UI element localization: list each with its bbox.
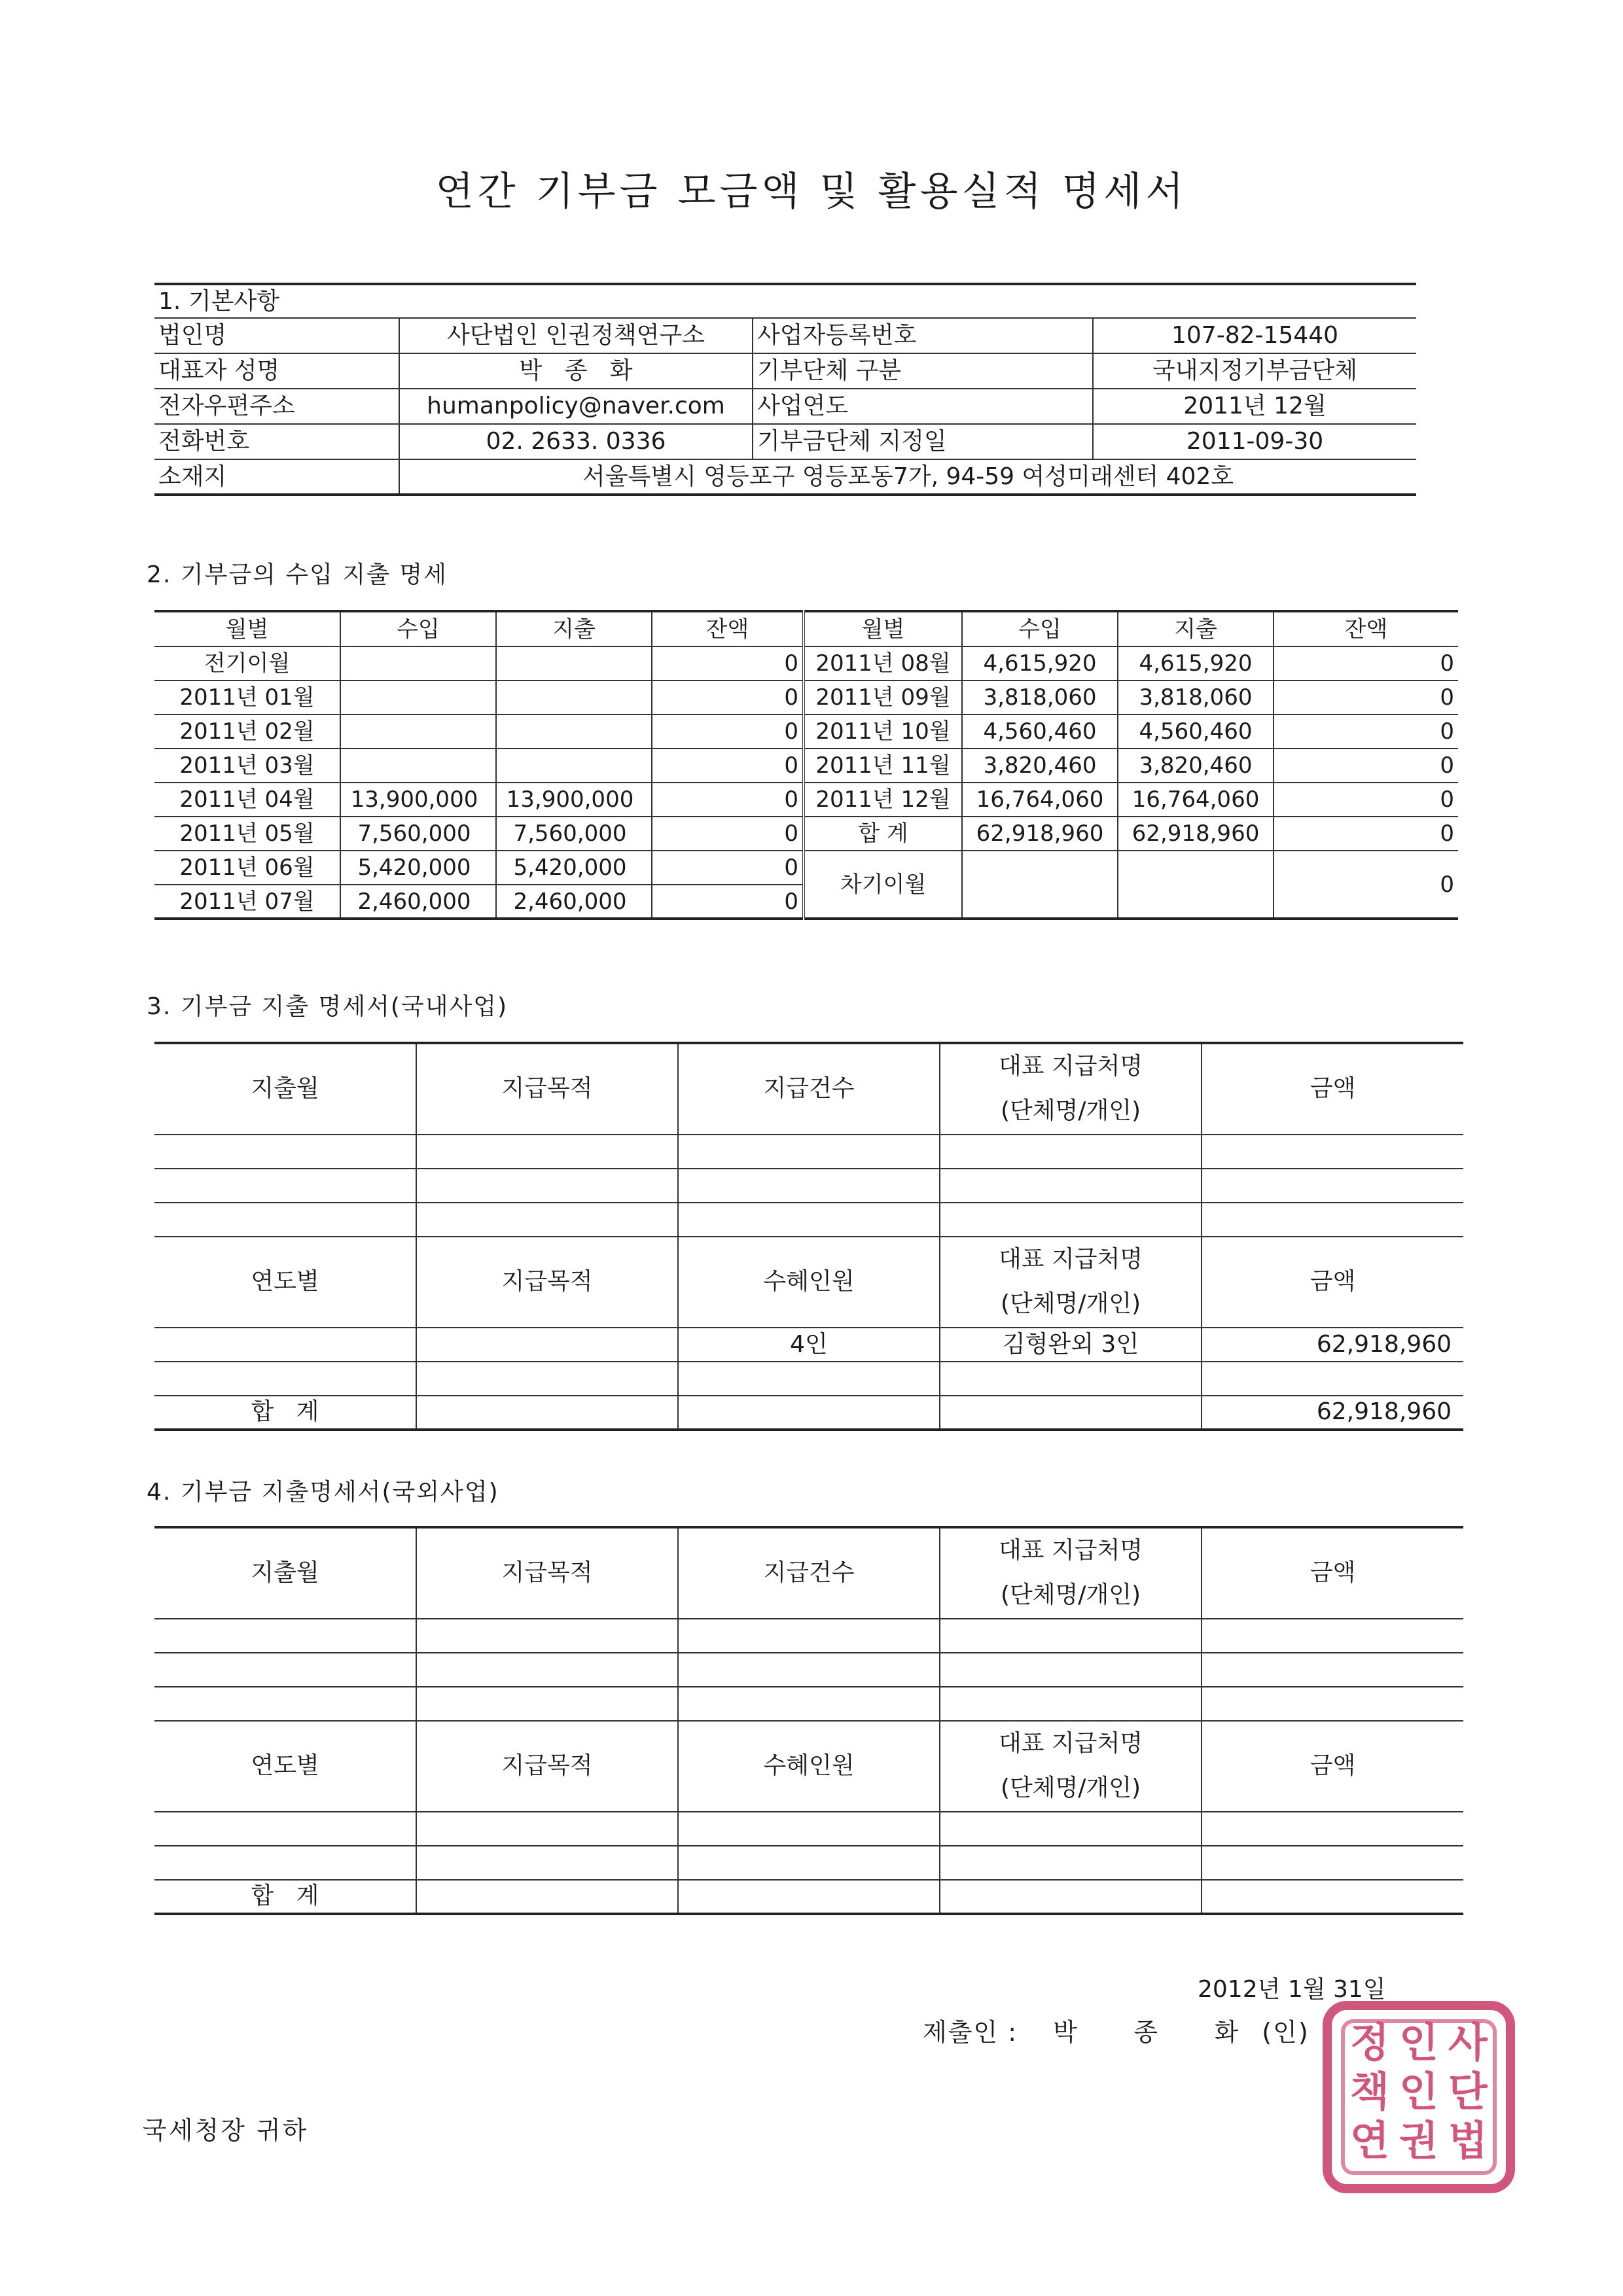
month-cell: 전기이월 xyxy=(154,646,340,680)
label-org-type: 기부단체 구분 xyxy=(753,353,1093,389)
income-cell: 16,764,060 xyxy=(962,783,1118,817)
balance-cell: 0 xyxy=(1274,817,1458,851)
stamp-char: 법 xyxy=(1448,2117,1488,2164)
income-expense-table xyxy=(154,610,1458,920)
h2-payee-line1: 대표 지급처명 xyxy=(998,1245,1143,1273)
h1-payee-line2: (단체명/개인) xyxy=(1000,1581,1141,1609)
table-row xyxy=(154,680,1458,715)
month-cell: 2011년 07월 xyxy=(154,885,340,919)
recipients-value: 4인 xyxy=(678,1328,940,1362)
section2-heading: 2. 기부금의 수입 지출 명세 xyxy=(147,561,448,588)
label-address: 소재지 xyxy=(154,459,399,495)
expense-cell: 3,820,460 xyxy=(1118,749,1274,783)
expense-cell xyxy=(496,715,652,749)
payee-value: 김형완외 3인 xyxy=(940,1328,1202,1362)
col-header: 월별 xyxy=(804,611,962,646)
balance-cell: 0 xyxy=(652,783,804,817)
table-row xyxy=(154,1362,1463,1396)
balance-cell: 0 xyxy=(1274,646,1458,680)
h1-count: 지급건수 xyxy=(678,1043,940,1135)
h1-payee-line1: 대표 지급처명 xyxy=(998,1053,1143,1080)
value-org-type: 국내지정기부금단체 xyxy=(1093,353,1416,389)
stamp-char: 권 xyxy=(1399,2117,1438,2164)
table-row xyxy=(154,1203,1463,1237)
expense-cell: 13,900,000 xyxy=(496,783,652,817)
carry-expense-cell xyxy=(1118,851,1274,919)
stamp-char: 단 xyxy=(1448,2068,1488,2115)
balance-cell: 0 xyxy=(652,885,804,919)
submitter-name: 박 종 화 xyxy=(1053,2018,1240,2047)
col-header: 지출 xyxy=(496,611,652,646)
balance-cell: 0 xyxy=(1274,783,1458,817)
h2-year: 연도별 xyxy=(154,1237,416,1328)
h1-purpose: 지급목적 xyxy=(416,1043,678,1135)
section4-heading: 4. 기부금 지출명세서(국외사업) xyxy=(147,1479,499,1506)
expense-cell: 7,560,000 xyxy=(496,817,652,851)
month-cell: 2011년 05월 xyxy=(154,817,340,851)
col-header: 잔액 xyxy=(652,611,804,646)
table-row xyxy=(154,1653,1463,1687)
balance-cell: 0 xyxy=(652,646,804,680)
income-cell xyxy=(340,715,496,749)
section1-heading: 1. 기본사항 xyxy=(154,284,1416,318)
expense-cell: 2,460,000 xyxy=(496,885,652,919)
value-phone: 02. 2633. 0336 xyxy=(399,424,753,459)
balance-cell: 0 xyxy=(652,749,804,783)
income-cell xyxy=(340,680,496,715)
h2-year: 연도별 xyxy=(154,1721,416,1812)
table-row xyxy=(154,783,1458,817)
h2-payee-line2: (단체명/개인) xyxy=(1000,1775,1141,1802)
expense-cell xyxy=(496,680,652,715)
amount-value: 62,918,960 xyxy=(1202,1328,1463,1362)
label-designation-date: 기부금단체 지정일 xyxy=(753,424,1093,459)
month-cell: 2011년 06월 xyxy=(154,851,340,885)
balance-cell: 0 xyxy=(652,680,804,715)
col-header: 수입 xyxy=(340,611,496,646)
h2-payee xyxy=(940,1237,1202,1328)
label-rep-name: 대표자 성명 xyxy=(154,353,399,389)
table-row xyxy=(154,1169,1463,1203)
table-row xyxy=(154,646,1458,680)
stamp-char: 인 xyxy=(1399,2019,1438,2066)
table-row xyxy=(154,1135,1463,1169)
month-cell: 2011년 03월 xyxy=(154,749,340,783)
h1-count: 지급건수 xyxy=(678,1527,940,1619)
expense-cell xyxy=(496,749,652,783)
col-header: 월별 xyxy=(154,611,340,646)
expense-cell: 4,615,920 xyxy=(1118,646,1274,680)
h2-amount: 금액 xyxy=(1202,1237,1463,1328)
h2-purpose: 지급목적 xyxy=(416,1721,678,1812)
carry-balance-cell: 0 xyxy=(1274,851,1458,919)
h1-purpose: 지급목적 xyxy=(416,1527,678,1619)
label-corp-name: 법인명 xyxy=(154,318,399,353)
h2-payee xyxy=(940,1721,1202,1812)
overseas-expense-table xyxy=(154,1526,1463,1915)
expense-cell: 16,764,060 xyxy=(1118,783,1274,817)
section2-container xyxy=(154,610,1458,920)
value-fiscal-year: 2011년 12월 xyxy=(1093,389,1416,424)
expense-cell: 3,818,060 xyxy=(1118,680,1274,715)
value-biz-reg-no: 107-82-15440 xyxy=(1093,318,1416,353)
col-header: 잔액 xyxy=(1274,611,1458,646)
h1-amount: 금액 xyxy=(1202,1043,1463,1135)
label-biz-reg-no: 사업자등록번호 xyxy=(753,318,1093,353)
month-cell: 2011년 10월 xyxy=(804,715,962,749)
label-email: 전자우편주소 xyxy=(154,389,399,424)
income-cell xyxy=(340,749,496,783)
income-cell: 13,900,000 xyxy=(340,783,496,817)
table-row xyxy=(154,1619,1463,1653)
carry-over-label: 차기이월 xyxy=(804,851,962,919)
value-designation-date: 2011-09-30 xyxy=(1093,424,1416,459)
income-cell: 62,918,960 xyxy=(962,817,1118,851)
income-cell: 3,818,060 xyxy=(962,680,1118,715)
stamp-char: 연 xyxy=(1350,2117,1389,2164)
month-cell: 2011년 12월 xyxy=(804,783,962,817)
expense-cell: 5,420,000 xyxy=(496,851,652,885)
h1-payee xyxy=(940,1043,1202,1135)
stamp-char: 정 xyxy=(1350,2019,1389,2066)
submission-date: 2012년 1월 31일 xyxy=(1198,1976,1386,2003)
table-row xyxy=(154,715,1458,749)
balance-cell: 0 xyxy=(652,851,804,885)
h1-month: 지출월 xyxy=(154,1527,416,1619)
table-row xyxy=(154,1846,1463,1880)
income-cell: 5,420,000 xyxy=(340,851,496,885)
stamp-char: 책 xyxy=(1350,2068,1389,2115)
balance-cell: 0 xyxy=(1274,715,1458,749)
h2-payee-line2: (단체명/개인) xyxy=(1000,1290,1141,1318)
expense-cell xyxy=(496,646,652,680)
stamp-char: 사 xyxy=(1448,2019,1488,2066)
seal-mark: (인) xyxy=(1262,2018,1310,2047)
submitter-label: 제출인 : xyxy=(923,2018,1018,2047)
label-fiscal-year: 사업연도 xyxy=(753,389,1093,424)
balance-cell: 0 xyxy=(1274,680,1458,715)
h2-payee-line1: 대표 지급처명 xyxy=(998,1729,1143,1757)
total-label: 합 계 xyxy=(154,1396,416,1430)
value-corp-name: 사단법인 인권정책연구소 xyxy=(399,318,753,353)
expense-cell: 4,560,460 xyxy=(1118,715,1274,749)
h1-amount: 금액 xyxy=(1202,1527,1463,1619)
document-title: 연간 기부금 모금액 및 활용실적 명세서 xyxy=(435,169,1188,215)
h1-month: 지출월 xyxy=(154,1043,416,1135)
month-cell: 2011년 08월 xyxy=(804,646,962,680)
value-email: humanpolicy@naver.com xyxy=(399,389,753,424)
official-seal-stamp xyxy=(1321,1999,1517,2195)
table-row xyxy=(154,1812,1463,1846)
income-cell xyxy=(340,646,496,680)
income-cell: 4,615,920 xyxy=(962,646,1118,680)
h1-payee xyxy=(940,1527,1202,1619)
total-amount: 62,918,960 xyxy=(1202,1396,1463,1430)
h1-payee-line2: (단체명/개인) xyxy=(1000,1097,1141,1125)
stamp-characters xyxy=(1350,2019,1488,2164)
balance-cell: 0 xyxy=(1274,749,1458,783)
submitter-line xyxy=(923,2012,1310,2048)
section3-heading: 3. 기부금 지출 명세서(국내사업) xyxy=(147,993,508,1020)
income-cell: 3,820,460 xyxy=(962,749,1118,783)
month-cell: 2011년 04월 xyxy=(154,783,340,817)
month-cell: 2011년 01월 xyxy=(154,680,340,715)
basic-info-table xyxy=(154,283,1416,496)
stamp-char: 인 xyxy=(1399,2068,1438,2115)
table-row xyxy=(154,851,1458,885)
h2-amount: 금액 xyxy=(1202,1721,1463,1812)
carry-income-cell xyxy=(962,851,1118,919)
h1-payee-line1: 대표 지급처명 xyxy=(998,1537,1143,1564)
value-address: 서울특별시 영등포구 영등포동7가, 94-59 여성미래센터 402호 xyxy=(399,459,1416,495)
total-label: 합 계 xyxy=(154,1880,416,1914)
h2-purpose: 지급목적 xyxy=(416,1237,678,1328)
income-cell: 2,460,000 xyxy=(340,885,496,919)
h2-recipients: 수혜인원 xyxy=(678,1721,940,1812)
value-rep-name: 박 종 화 xyxy=(399,353,753,389)
table-row xyxy=(154,1687,1463,1721)
h2-recipients: 수혜인원 xyxy=(678,1237,940,1328)
col-header: 지출 xyxy=(1118,611,1274,646)
balance-cell: 0 xyxy=(652,817,804,851)
col-header: 수입 xyxy=(962,611,1118,646)
income-cell: 4,560,460 xyxy=(962,715,1118,749)
table-row xyxy=(154,817,1458,851)
table-row xyxy=(154,749,1458,783)
expense-cell: 62,918,960 xyxy=(1118,817,1274,851)
month-cell: 2011년 11월 xyxy=(804,749,962,783)
month-cell: 2011년 09월 xyxy=(804,680,962,715)
month-cell: 2011년 02월 xyxy=(154,715,340,749)
balance-cell: 0 xyxy=(652,715,804,749)
month-cell: 합 계 xyxy=(804,817,962,851)
domestic-expense-table xyxy=(154,1042,1463,1431)
table-row xyxy=(154,1328,1463,1362)
label-phone: 전화번호 xyxy=(154,424,399,459)
income-cell: 7,560,000 xyxy=(340,817,496,851)
addressee: 국세청장 귀하 xyxy=(143,2116,309,2145)
